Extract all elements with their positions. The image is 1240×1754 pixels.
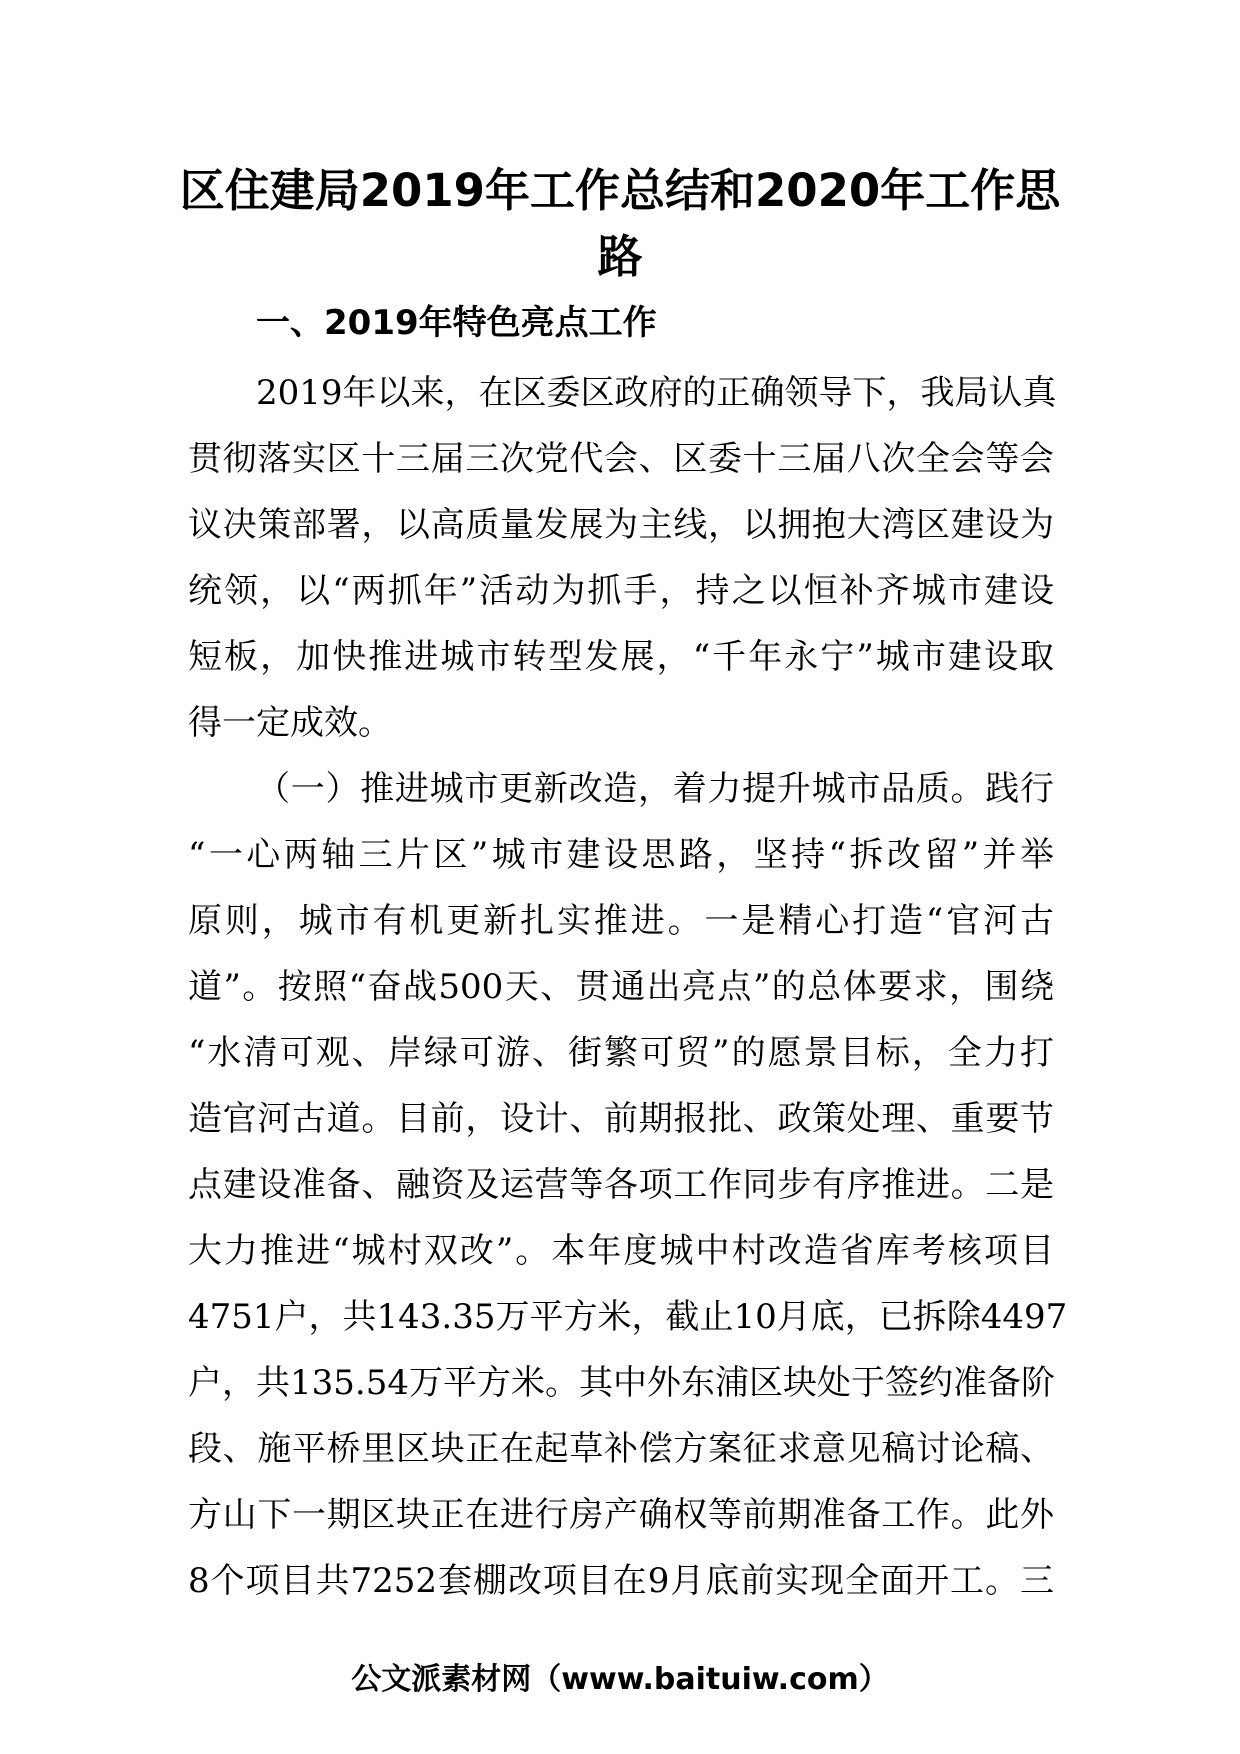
paragraph-line: 点建设准备、融资及运营等各项工作同步有序推进。二是 <box>188 1165 1054 1205</box>
paragraph-line: 造官河古道。目前，设计、前期报批、政策处理、重要节 <box>188 1099 1054 1139</box>
paragraph-line: 统领，以“两抓年”活动为抓手，持之以恒补齐城市建设 <box>188 571 1054 611</box>
paragraph-line: 贯彻落实区十三届三次党代会、区委十三届八次全会等会 <box>188 439 1054 479</box>
paragraph-line: （一）推进城市更新改造，着力提升城市品质。践行 <box>256 769 1054 809</box>
document-title <box>150 158 1090 290</box>
paragraph-line: 段、施平桥里区块正在起草补偿方案征求意见稿讨论稿、 <box>188 1429 1054 1469</box>
document-body <box>188 296 1068 1614</box>
paragraph-line: 方山下一期区块正在进行房产确权等前期准备工作。此外 <box>188 1495 1054 1535</box>
paragraph-line: “水清可观、岸绿可游、街繁可贸”的愿景目标，全力打 <box>188 1033 1054 1073</box>
paragraph-line: 2019年以来，在区委区政府的正确领导下，我局认真 <box>256 373 1057 413</box>
section-heading: 一、2019年特色亮点工作 <box>256 303 657 343</box>
paragraph-line: 原则，城市有机更新扎实推进。一是精心打造“官河古 <box>188 901 1054 941</box>
paragraph-2 <box>188 756 1068 1614</box>
paragraph-line: 得一定成效。 <box>188 703 392 743</box>
paragraph-1 <box>188 360 1057 756</box>
title-line: 区住建局2019年工作总结和2020年工作思 <box>179 164 1061 217</box>
paragraph-line: 户，共135.54万平方米。其中外东浦区块处于签约准备阶 <box>188 1363 1055 1403</box>
paragraph-line: 短板，加快推进城市转型发展，“千年永宁”城市建设取 <box>188 637 1054 677</box>
paragraph-line: 议决策部署，以高质量发展为主线，以拥抱大湾区建设为 <box>188 505 1054 545</box>
paragraph-line: 8个项目共7252套棚改项目在9月底前实现全面开工。三 <box>188 1561 1054 1601</box>
paragraph-line: “一心两轴三片区”城市建设思路，坚持“拆改留”并举 <box>188 835 1054 875</box>
paragraph-line: 大力推进“城村双改”。本年度城中村改造省库考核项目 <box>188 1231 1054 1271</box>
paragraph-line: 道”。按照“奋战500天、贯通出亮点”的总体要求，围绕 <box>188 967 1054 1007</box>
paragraph-line: 4751户，共143.35万平方米，截止10月底，已拆除4497 <box>188 1297 1068 1337</box>
footer-watermark-text: 公文派素材网（www.baituiw.com） <box>351 1662 889 1697</box>
title-line: 路 <box>597 230 643 283</box>
